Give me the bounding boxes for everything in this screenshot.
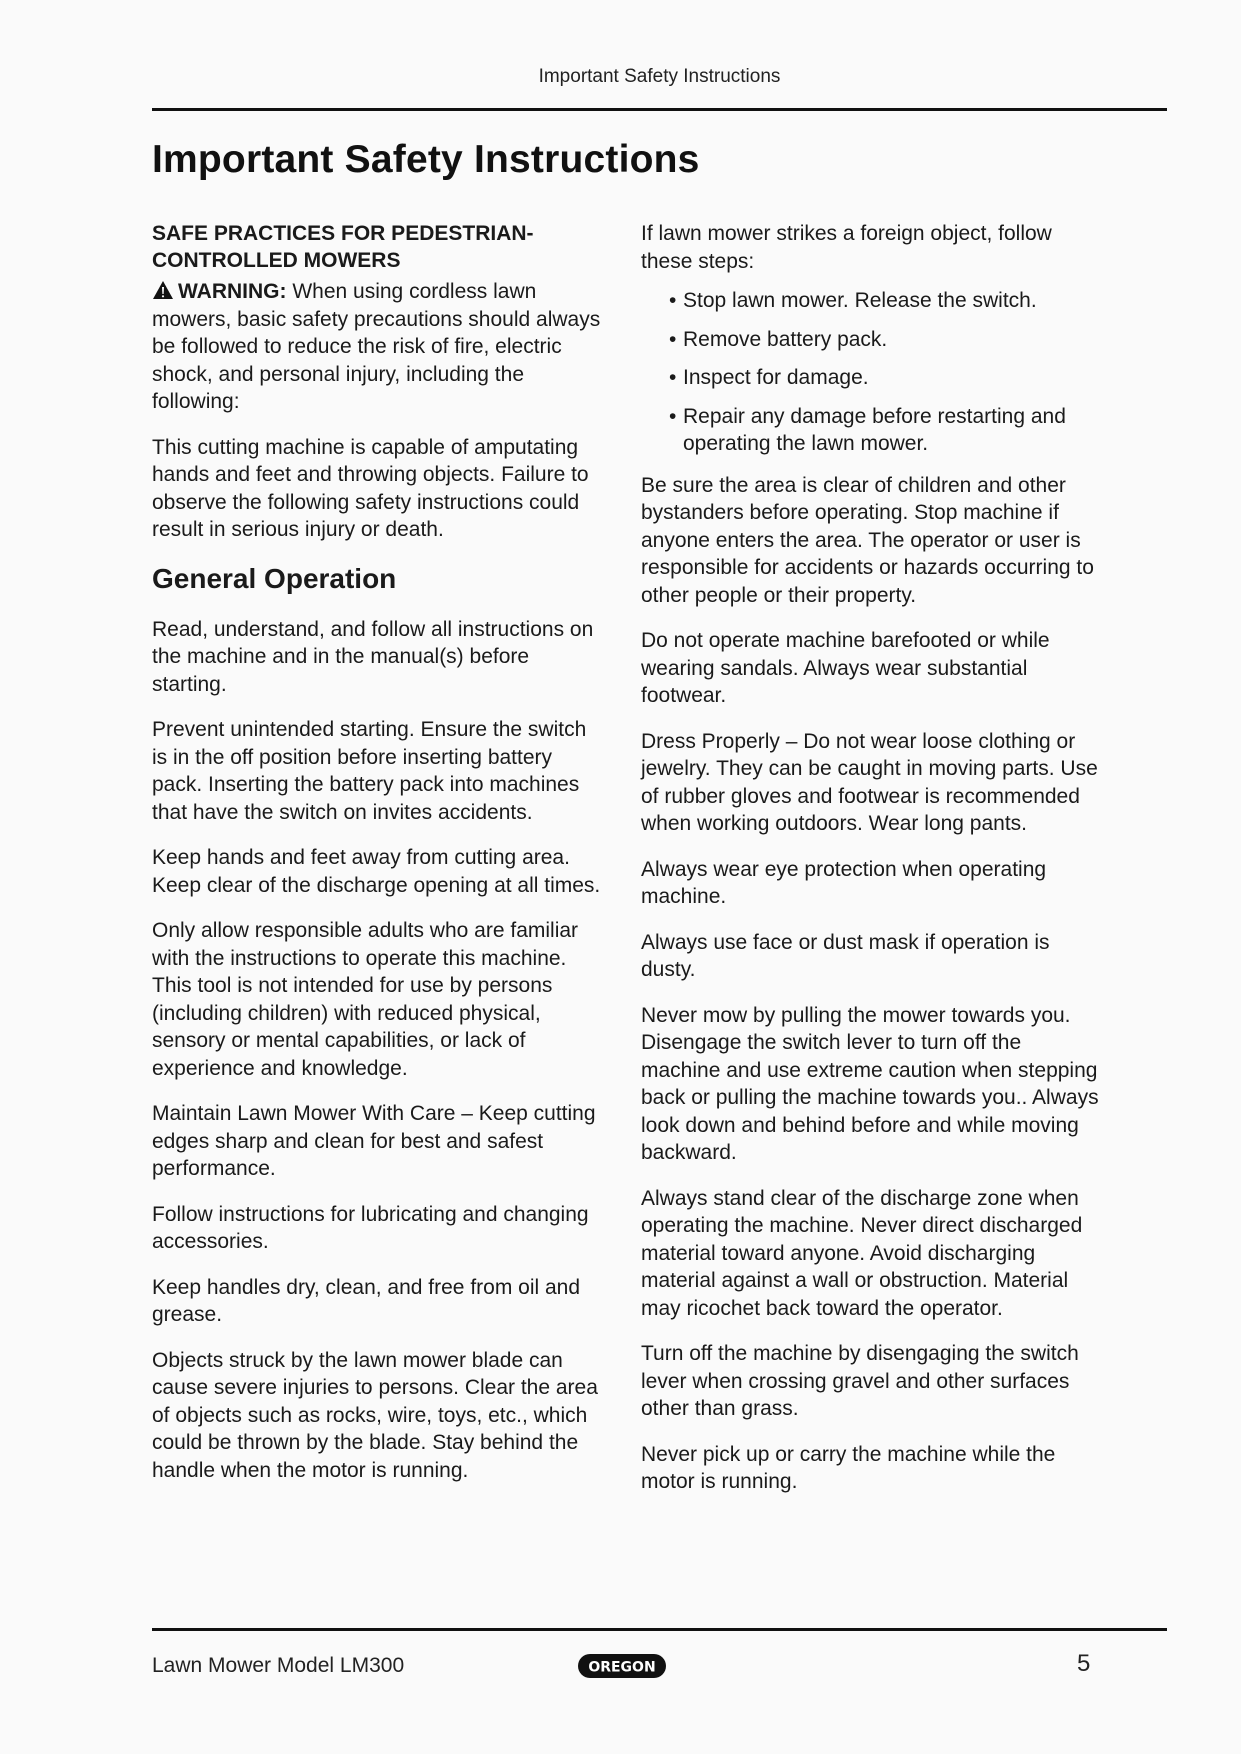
footer-rule [152, 1628, 1167, 1631]
list-item: • Remove battery pack. [669, 326, 1101, 354]
oregon-logo [577, 1652, 667, 1680]
paragraph: Dress Properly – Do not wear loose clothing or jewelry. They can be caught in moving parts. Use of rubber gloves and footwear is recommended when working outdoors. Wear long pants. [641, 729, 1098, 835]
paragraph: Turn off the machine by disengaging the switch lever when crossing gravel and other surfaces other than grass. [641, 1342, 1079, 1420]
foreign-object-intro: If lawn mower strikes a foreign object, follow these steps: [641, 222, 1052, 273]
logo-text: OREGON [588, 1659, 656, 1676]
paragraph: Be sure the area is clear of children and other bystanders before operating. Stop machine if anyone enters the area. The operator or user is responsible for accidents or hazards occurring to other people or their property. [641, 473, 1094, 607]
right-column [641, 220, 1101, 1514]
paragraph: Always use face or dust mask if operation is dusty. [641, 930, 1050, 981]
running-header: Important Safety Instructions [538, 66, 781, 87]
paragraph: Follow instructions for lubricating and changing accessories. [152, 1202, 589, 1253]
section-heading: SAFE PRACTICES FOR PEDESTRIAN-CONTROLLED MOWERS [152, 222, 534, 272]
list-item: • Inspect for damage. [669, 364, 1101, 392]
list-item: • Repair any damage before restarting and operating the lawn mower. [669, 403, 1101, 458]
warning-paragraph [152, 278, 607, 416]
intro-paragraph: This cutting machine is capable of amputating hands and feet and throwing objects. Failure to observe the following safety instructions could result in serious injury or death. [152, 435, 589, 541]
paragraph: Read, understand, and follow all instructions on the machine and in the manual(s) before starting. [152, 617, 594, 696]
paragraph: Keep hands and feet away from cutting area. Keep clear of the discharge opening at all times. [152, 846, 601, 897]
list-item: • Stop lawn mower. Release the switch. [669, 287, 1101, 315]
paragraph: Never pick up or carry the machine while the motor is running. [641, 1442, 1056, 1493]
paragraph: Prevent unintended starting. Ensure the switch is in the off position before inserting battery pack. Inserting the battery pack into machines that have the switch on invites accidents. [152, 718, 587, 824]
left-column [152, 220, 607, 1502]
warning-text: When using cordless lawn mowers, basic safety precautions should always be followed to reduce the risk of fire, electric shock, and personal injury, including the following: [152, 280, 601, 413]
paragraph: Do not operate machine barefooted or while wearing sandals. Always wear substantial footwear. [641, 629, 1050, 707]
warning-triangle-icon [152, 280, 174, 300]
footer-model-name: Lawn Mower Model LM300 [152, 1654, 405, 1677]
paragraph: Always stand clear of the discharge zone when operating the machine. Never direct discharged material toward anyone. Avoid discharging material against a wall or obstruction. Material may ricochet back toward the operator. [641, 1186, 1083, 1320]
header-rule [152, 108, 1167, 111]
paragraph: Objects struck by the lawn mower blade can cause severe injuries to persons. Clear the area of objects such as rocks, wire, toys, etc., which could be thrown by the blade. Stay behind the handle when the motor is running. [152, 1348, 598, 1482]
paragraph: Only allow responsible adults who are familiar with the instructions to operate this machine. This tool is not intended for use by persons (including children) with reduced physical, sensory or mental capabilities, or lack of experience and knowledge. [152, 919, 579, 1080]
page-number: 5 [1077, 1650, 1091, 1677]
warning-label: WARNING: [178, 280, 287, 303]
page-title: Important Safety Instructions [152, 138, 700, 181]
paragraph: Keep handles dry, clean, and free from oil and grease. [152, 1275, 581, 1326]
steps-list [641, 287, 1101, 458]
general-operation-heading: General Operation [152, 562, 397, 594]
paragraph: Maintain Lawn Mower With Care – Keep cutting edges sharp and clean for best and safest performance. [152, 1102, 596, 1180]
paragraph: Never mow by pulling the mower towards you. Disengage the switch lever to turn off the machine and use extreme caution when stepping back or pulling the machine towards you.. Always look down and behind before and while moving backward. [641, 1003, 1099, 1164]
paragraph: Always wear eye protection when operating machine. [641, 857, 1047, 908]
